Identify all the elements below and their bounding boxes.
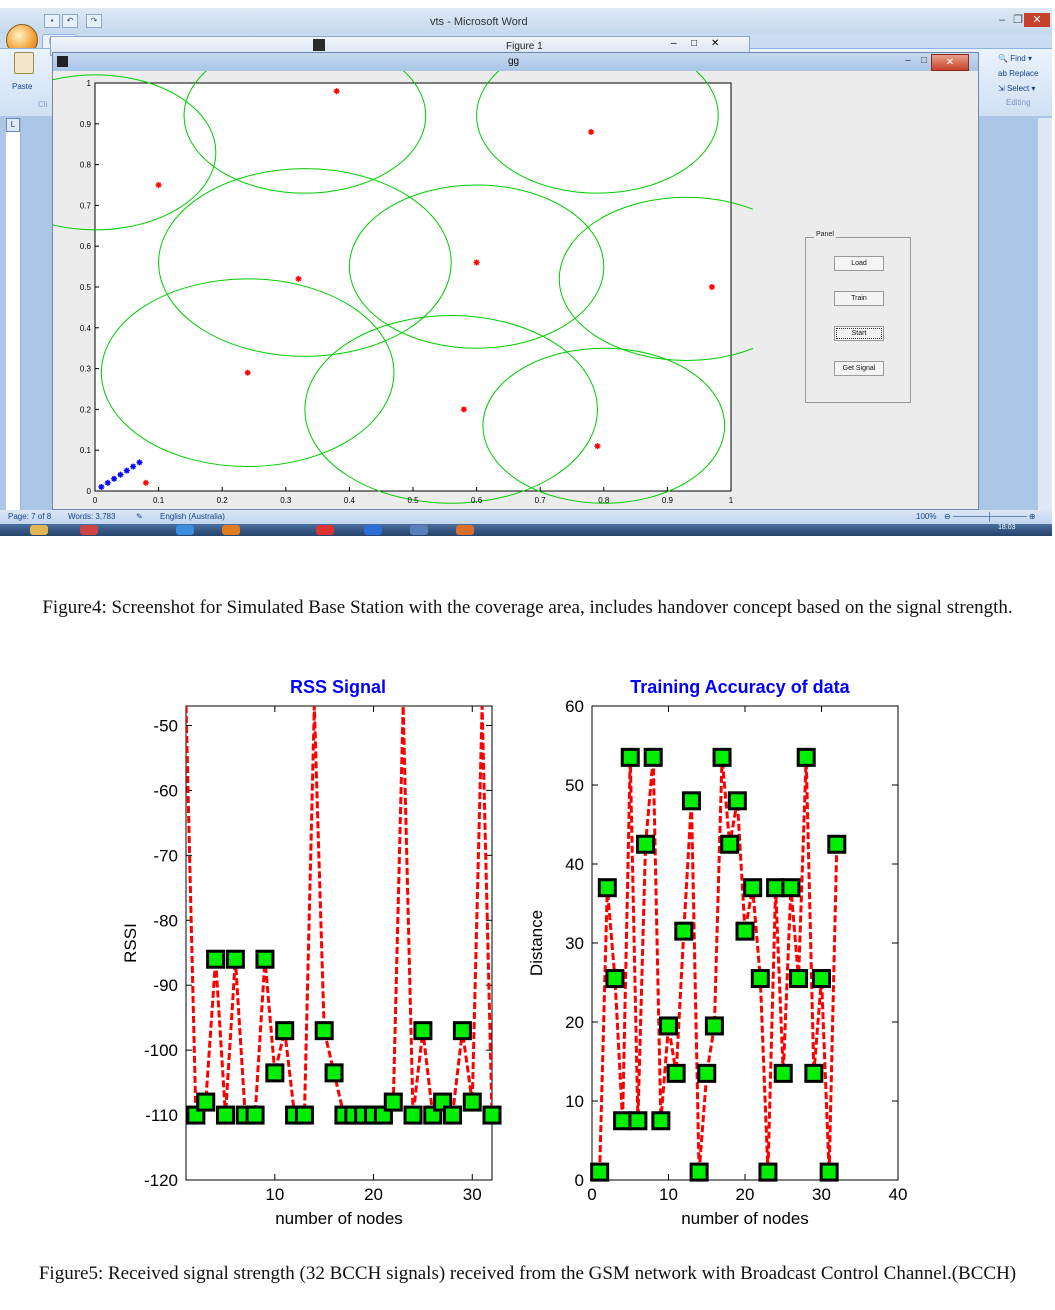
ruler-toggle-button[interactable]: L bbox=[6, 118, 20, 132]
vertical-ruler bbox=[6, 118, 21, 514]
data-point bbox=[676, 923, 692, 939]
data-point bbox=[277, 1023, 293, 1039]
y-tick-label: -80 bbox=[153, 911, 178, 931]
replace-button[interactable]: ab Replace bbox=[998, 69, 1039, 78]
control-panel bbox=[805, 231, 911, 403]
close-button[interactable]: ✕ bbox=[711, 38, 720, 49]
panel-label: Panel bbox=[816, 231, 834, 238]
clipboard-icon bbox=[14, 52, 34, 74]
data-point bbox=[806, 1065, 822, 1081]
close-button[interactable]: ✕ bbox=[931, 54, 969, 71]
data-point bbox=[814, 971, 830, 987]
data-point bbox=[798, 749, 814, 765]
x-tick-label: 0 bbox=[92, 496, 98, 505]
start-button[interactable]: Start bbox=[834, 326, 884, 341]
data-point bbox=[653, 1113, 669, 1129]
train-button[interactable]: Train bbox=[834, 291, 884, 306]
data-point bbox=[668, 1065, 684, 1081]
data-point bbox=[316, 1023, 332, 1039]
editing-group bbox=[990, 52, 1050, 116]
plot-area bbox=[95, 83, 731, 491]
editing-group-label: Editing bbox=[1006, 98, 1031, 107]
data-point bbox=[691, 1164, 707, 1180]
data-point bbox=[267, 1065, 283, 1081]
data-point bbox=[217, 1107, 233, 1123]
mobile-node-point bbox=[117, 472, 123, 478]
figure4-caption: Figure4: Screenshot for Simulated Base Station with the coverage area, includes handover concept based on the signal strength. bbox=[42, 597, 1013, 618]
x-tick-label: 0.8 bbox=[598, 496, 610, 505]
data-point bbox=[829, 836, 845, 852]
data-point bbox=[445, 1107, 461, 1123]
y-tick-label: 0.1 bbox=[79, 446, 91, 456]
x-tick-label: 0.9 bbox=[661, 496, 673, 505]
x-axis-label: number of nodes bbox=[681, 1209, 809, 1228]
y-tick-label: 40 bbox=[565, 855, 584, 874]
gg-title-bar bbox=[53, 53, 978, 71]
title-bar bbox=[0, 8, 1052, 34]
y-tick-label: -90 bbox=[153, 976, 178, 996]
y-tick-label: -60 bbox=[153, 781, 178, 801]
clock: 18:03 bbox=[998, 524, 1016, 531]
zoom-slider[interactable]: ⊖ ──────┼────── ⊕ bbox=[944, 512, 1036, 521]
x-tick-label: 20 bbox=[735, 1185, 755, 1204]
y-tick-label: 0.4 bbox=[79, 323, 91, 333]
y-tick-label: 0 bbox=[574, 1171, 584, 1190]
y-tick-label: 0.2 bbox=[79, 405, 91, 415]
taskbar-app-icon[interactable] bbox=[222, 525, 240, 535]
base-station-point bbox=[594, 443, 600, 449]
data-point bbox=[464, 1094, 480, 1110]
data-point bbox=[737, 923, 753, 939]
y-tick-label: 1 bbox=[86, 79, 91, 88]
taskbar-app-icon[interactable] bbox=[80, 525, 98, 535]
y-tick-label: -110 bbox=[145, 1106, 178, 1126]
clipboard-group-label: Cli bbox=[38, 100, 48, 109]
y-tick-label: 0.5 bbox=[79, 283, 91, 292]
paste-label: Paste bbox=[12, 82, 33, 91]
data-point bbox=[638, 836, 654, 852]
proofing-icon[interactable]: ✎ bbox=[136, 512, 143, 521]
data-point bbox=[752, 971, 768, 987]
taskbar-app-icon[interactable] bbox=[456, 525, 474, 535]
data-point bbox=[247, 1107, 263, 1123]
data-point bbox=[385, 1094, 401, 1110]
data-point bbox=[729, 793, 745, 809]
x-tick-label: 20 bbox=[364, 1185, 384, 1204]
page-count[interactable]: Page: 7 of 8 bbox=[8, 512, 52, 521]
figure5-charts bbox=[0, 668, 1055, 1238]
x-tick-label: 0.2 bbox=[216, 496, 228, 505]
data-point bbox=[415, 1023, 431, 1039]
maximize-button[interactable]: □ bbox=[691, 38, 698, 49]
y-tick-label: 0 bbox=[86, 487, 91, 496]
taskbar-app-icon[interactable] bbox=[316, 525, 334, 535]
data-point bbox=[630, 1113, 646, 1129]
data-point bbox=[454, 1023, 470, 1039]
taskbar-app-icon[interactable] bbox=[176, 525, 194, 535]
matlab-icon bbox=[313, 39, 325, 51]
y-tick-label: -70 bbox=[153, 846, 178, 866]
x-tick-label: 40 bbox=[888, 1185, 908, 1204]
data-point bbox=[296, 1107, 312, 1123]
base-station-point bbox=[709, 284, 715, 290]
select-label: Select bbox=[1006, 84, 1030, 93]
taskbar-app-icon[interactable] bbox=[410, 525, 428, 535]
data-point bbox=[615, 1113, 631, 1129]
x-tick-label: 10 bbox=[265, 1185, 285, 1204]
y-axis-label: RSSI bbox=[121, 923, 140, 963]
save-icon[interactable]: ▪ bbox=[44, 14, 60, 28]
y-tick-label: 30 bbox=[565, 934, 584, 953]
y-tick-label: 0.9 bbox=[79, 119, 91, 129]
data-point bbox=[706, 1018, 722, 1034]
minimize-button[interactable]: – bbox=[671, 38, 677, 49]
data-point bbox=[599, 880, 615, 896]
data-point bbox=[208, 951, 224, 967]
data-point bbox=[821, 1164, 837, 1180]
data-point bbox=[699, 1065, 715, 1081]
gg-window bbox=[52, 52, 979, 510]
taskbar-app-icon[interactable] bbox=[30, 525, 48, 535]
data-point bbox=[768, 880, 784, 896]
y-tick-label: -120 bbox=[143, 1171, 178, 1190]
paste-button[interactable] bbox=[8, 52, 38, 100]
y-tick-label: 0.6 bbox=[79, 242, 91, 252]
zoom-level[interactable]: 100% bbox=[916, 512, 937, 521]
vertical-scrollbar[interactable] bbox=[1038, 118, 1052, 514]
data-point bbox=[622, 749, 638, 765]
y-tick-label: -100 bbox=[143, 1041, 178, 1061]
data-point bbox=[484, 1107, 500, 1123]
taskbar bbox=[0, 524, 1052, 536]
data-point bbox=[198, 1094, 214, 1110]
data-point bbox=[607, 971, 623, 987]
data-point bbox=[405, 1107, 421, 1123]
x-tick-label: 0.6 bbox=[471, 496, 483, 505]
select-button[interactable]: ⇲ Select ▾ bbox=[998, 84, 1036, 93]
find-label: Find bbox=[1010, 54, 1026, 63]
word-count[interactable]: Words: 3,783 bbox=[68, 512, 116, 521]
mobile-node-point bbox=[105, 480, 111, 486]
x-tick-label: 0.5 bbox=[407, 496, 419, 505]
data-point bbox=[257, 951, 273, 967]
close-button[interactable]: ✕ bbox=[1024, 13, 1050, 27]
window-title: vts - Microsoft Word bbox=[430, 16, 528, 28]
minimize-button[interactable]: – bbox=[998, 14, 1006, 26]
y-tick-label: 20 bbox=[565, 1013, 584, 1032]
data-point bbox=[745, 880, 761, 896]
replace-label: Replace bbox=[1009, 69, 1039, 78]
base-station-point bbox=[245, 370, 251, 376]
data-point bbox=[783, 880, 799, 896]
data-point bbox=[722, 836, 738, 852]
chart-title: Training Accuracy of data bbox=[630, 677, 850, 697]
x-tick-label: 0 bbox=[587, 1185, 597, 1204]
x-tick-label: 0.1 bbox=[153, 496, 165, 505]
x-tick-label: 0.4 bbox=[343, 496, 355, 505]
minimize-button[interactable]: – bbox=[905, 55, 911, 66]
x-tick-label: 10 bbox=[659, 1185, 678, 1204]
y-tick-label: 10 bbox=[565, 1092, 584, 1111]
y-tick-label: 0.3 bbox=[79, 364, 91, 374]
load-button[interactable]: Load bbox=[834, 256, 884, 271]
matlab-icon bbox=[57, 56, 68, 67]
redo-icon[interactable]: ↷ bbox=[86, 14, 102, 28]
y-tick-label: 0.8 bbox=[79, 160, 91, 170]
data-point bbox=[326, 1065, 342, 1081]
y-tick-label: 50 bbox=[565, 776, 584, 795]
taskbar-app-icon[interactable] bbox=[364, 525, 382, 535]
figure5-caption: Figure5: Received signal strength (32 BCCH signals) received from the GSM network with Broadcast Control Channel.(BCCH) bbox=[38, 1263, 1017, 1284]
language[interactable]: English (Australia) bbox=[160, 512, 225, 521]
y-axis-label: Distance bbox=[527, 909, 546, 977]
x-tick-label: 30 bbox=[462, 1185, 482, 1204]
coverage-plot bbox=[53, 71, 753, 509]
data-point bbox=[645, 749, 661, 765]
data-point bbox=[791, 971, 807, 987]
gg-window-title: gg bbox=[508, 56, 520, 67]
data-point bbox=[227, 951, 243, 967]
figure-window-title: Figure 1 bbox=[506, 41, 543, 52]
data-point bbox=[661, 1018, 677, 1034]
base-station-point bbox=[461, 406, 467, 412]
x-tick-label: 1 bbox=[728, 496, 734, 505]
maximize-button[interactable]: □ bbox=[920, 55, 928, 66]
get-signal-button[interactable]: Get Signal bbox=[834, 361, 884, 376]
status-bar bbox=[0, 510, 1052, 524]
data-point bbox=[714, 749, 730, 765]
word-window bbox=[0, 8, 1052, 536]
x-tick-label: 0.7 bbox=[534, 496, 546, 505]
x-tick-label: 30 bbox=[812, 1185, 831, 1204]
maximize-button[interactable]: ❐ bbox=[1013, 14, 1023, 26]
find-button[interactable]: 🔍 Find ▾ bbox=[998, 54, 1032, 63]
data-point bbox=[592, 1164, 608, 1180]
data-point bbox=[683, 793, 699, 809]
y-tick-label: 60 bbox=[565, 697, 584, 716]
data-point bbox=[775, 1065, 791, 1081]
x-tick-label: 0.3 bbox=[280, 496, 292, 505]
y-tick-label: 0.7 bbox=[79, 201, 91, 211]
data-point bbox=[760, 1164, 776, 1180]
undo-icon[interactable]: ↶ bbox=[62, 14, 78, 28]
x-axis-label: number of nodes bbox=[275, 1209, 403, 1228]
chart-title: RSS Signal bbox=[289, 677, 387, 697]
y-tick-label: -50 bbox=[153, 716, 178, 736]
